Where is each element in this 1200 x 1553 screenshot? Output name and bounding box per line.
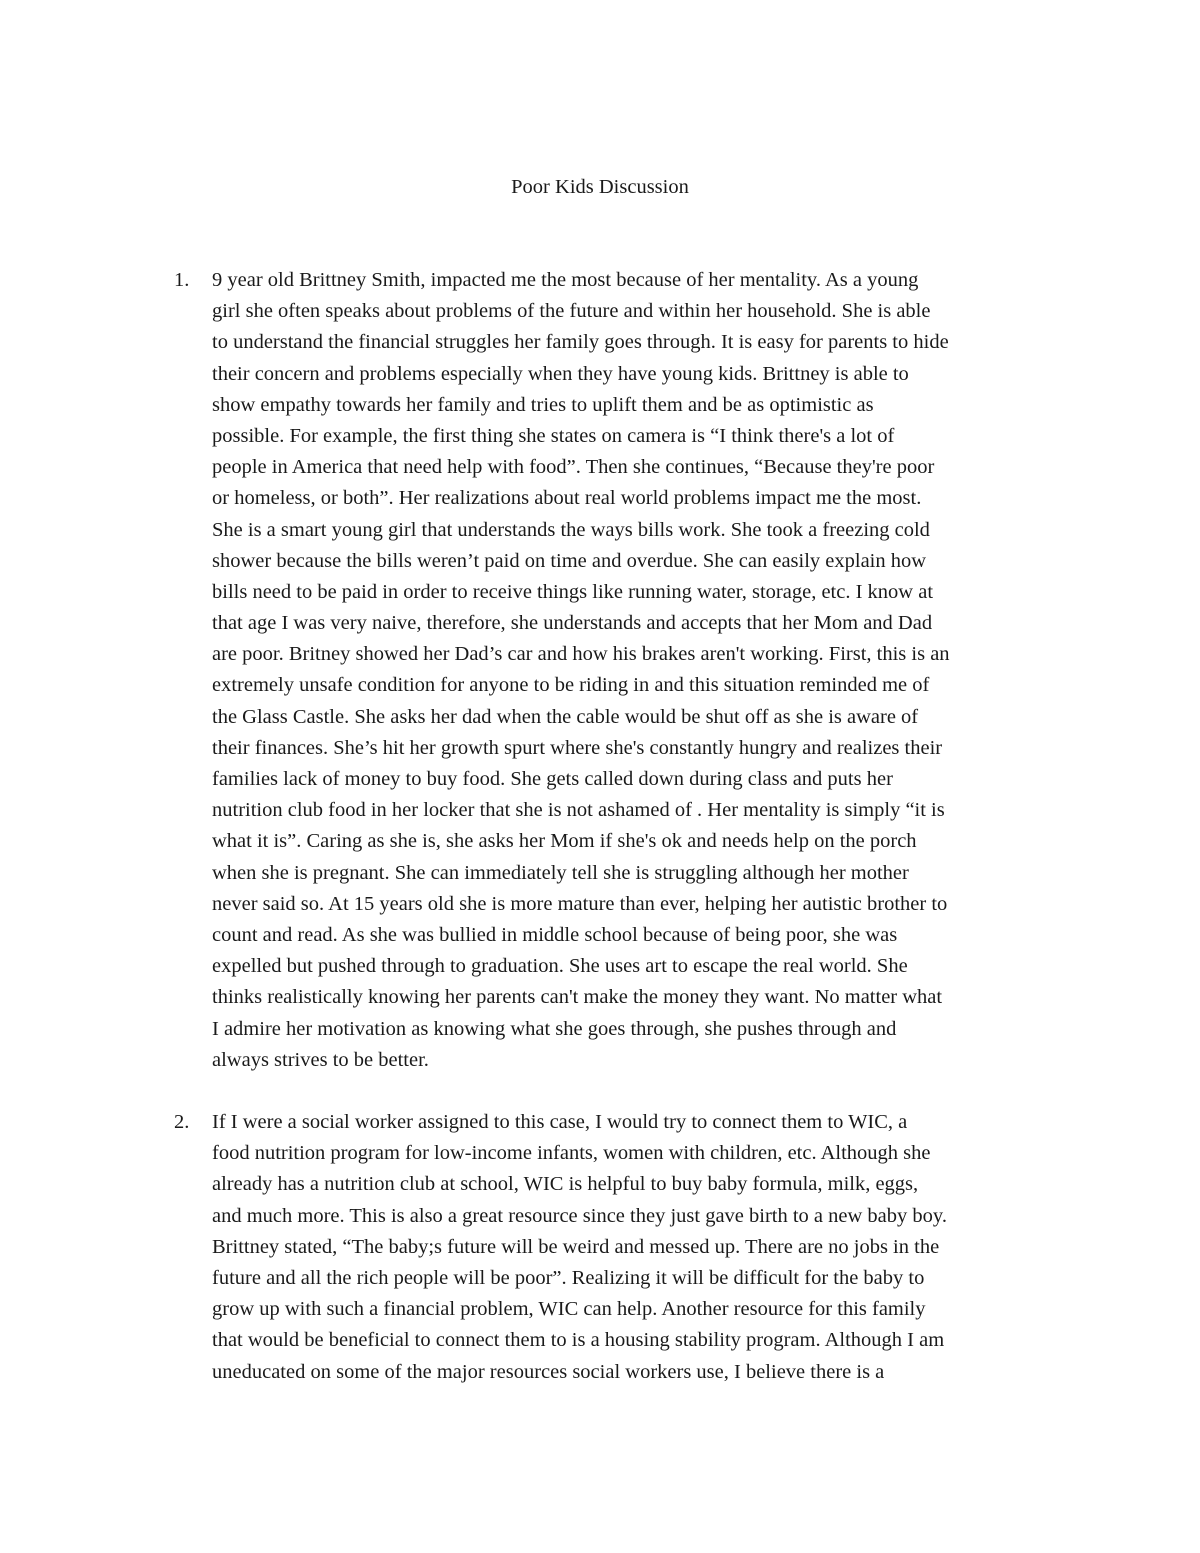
paragraph-line: and much more. This is also a great resource since they just gave birth to a new baby boy. [212,1204,947,1227]
paragraph-line: families lack of money to buy food. She gets called down during class and puts her [212,768,893,790]
paragraph-line: what it is”. Caring as she is, she asks her Mom if she's ok and needs help on the porch [212,830,917,853]
paragraph-line: extremely unsafe condition for anyone to be riding in and this situation reminded me of [212,674,930,697]
list-item-body [212,265,1062,1076]
paragraph-line: food nutrition program for low-income infants, women with children, etc. Although she [212,1142,931,1165]
paragraph-line: are poor. Britney showed her Dad’s car and how his brakes aren't working. First, this is an [212,643,950,666]
paragraph-line: that would be beneficial to connect them to is a housing stability program. Although I am [212,1329,945,1352]
document-title: Poor Kids Discussion [511,176,689,198]
paragraph-line: people in America that need help with food”. Then she continues, “Because they're poor [212,456,935,479]
list-item-number: 2. [174,1111,190,1133]
paragraph-line: uneducated on some of the major resources social workers use, I believe there is a [212,1360,885,1383]
paragraph-line: expelled but pushed through to graduation. She uses art to escape the real world. She [212,955,908,978]
paragraph-line: their concern and problems especially when they have young kids. Brittney is able to [212,362,909,385]
paragraph-line: girl she often speaks about problems of the future and within her household. She is able [212,300,931,323]
paragraph-line: thinks realistically knowing her parents can't make the money they want. No matter what [212,986,943,1009]
paragraph-line: 9 year old Brittney Smith, impacted me the most because of her mentality. As a young [212,269,919,291]
paragraph-line: always strives to be better. [212,1048,429,1071]
list-item-number: 1. [174,269,190,291]
paragraph-line: already has a nutrition club at school, WIC is helpful to buy baby formula, milk, eggs, [212,1173,919,1196]
paragraph-line: She is a smart young girl that understands the ways bills work. She took a freezing cold [212,518,930,541]
paragraph-line: bills need to be paid in order to receive things like running water, storage, etc. I know at [212,580,934,603]
paragraph-line: shower because the bills weren’t paid on time and overdue. She can easily explain how [212,549,927,572]
paragraph-line: nutrition club food in her locker that she is not ashamed of . Her mentality is simply “it is [212,799,945,822]
paragraph-line: I admire her motivation as knowing what she goes through, she pushes through and [212,1017,897,1040]
paragraph-line: show empathy towards her family and tries to uplift them and be as optimistic as [212,393,874,416]
paragraph-line: the Glass Castle. She asks her dad when the cable would be shut off as she is aware of [212,705,919,728]
paragraph-line: If I were a social worker assigned to this case, I would try to connect them to WIC, a [212,1111,908,1133]
paragraph-line: when she is pregnant. She can immediately tell she is struggling although her mother [212,861,909,884]
paragraph-line: grow up with such a financial problem, WIC can help. Another resource for this family [212,1298,926,1321]
paragraph-line: to understand the financial struggles her family goes through. It is easy for parents to hide [212,331,949,354]
paragraph-line: possible. For example, the first thing she states on camera is “I think there's a lot of [212,424,895,447]
paragraph-line: or homeless, or both”. Her realizations about real world problems impact me the most. [212,487,922,510]
paragraph-line: their finances. She’s hit her growth spurt where she's constantly hungry and realizes their [212,736,943,759]
paragraph-line: never said so. At 15 years old she is more mature than ever, helping her autistic brother to [212,892,948,915]
paragraph-line: count and read. As she was bullied in middle school because of being poor, she was [212,923,898,946]
paragraph-line: future and all the rich people will be poor”. Realizing it will be difficult for the baby to [212,1266,925,1289]
paragraph-line: that age I was very naive, therefore, she understands and accepts that her Mom and Dad [212,612,933,635]
list-item-body [212,1107,1062,1388]
paragraph-line: Brittney stated, “The baby;s future will be weird and messed up. There are no jobs in the [212,1235,940,1258]
